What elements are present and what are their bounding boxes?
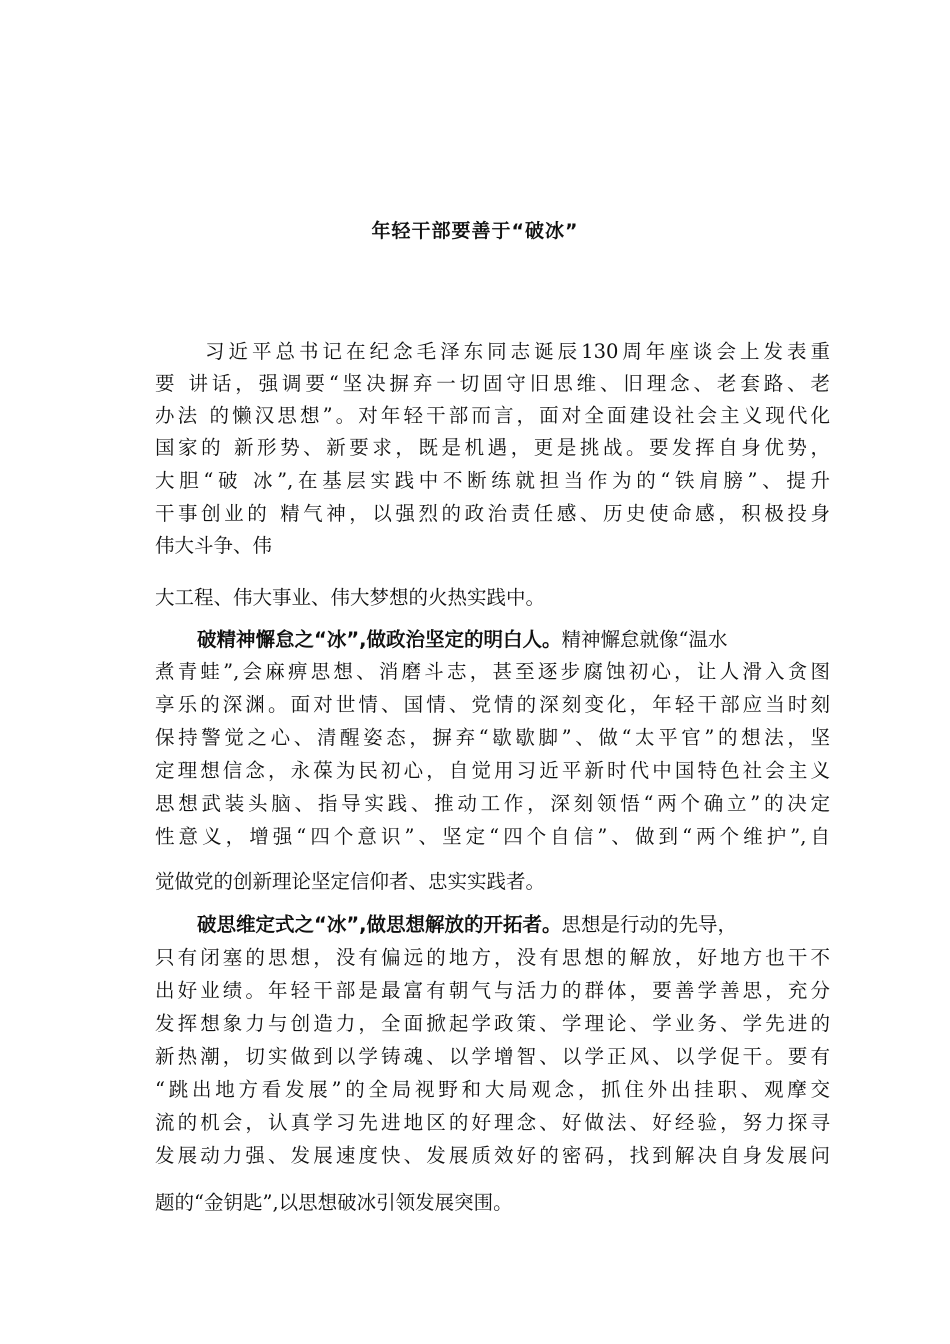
p2-line-6: 思想武装头脑、指导实践、推动工作，深刻领悟“两个确立”的决定 [155,792,830,815]
p3-first-rest: 思想是行动的先导， [561,913,738,936]
p2-line-4: 保持警觉之心、清醒姿态，摒弃“歇歇脚”、做“太平官”的想法，坚 [155,726,830,749]
p1-line-2: 要 讲话，强调要“坚决摒弃一切固守旧思维、旧理念、老套路、老 [155,372,830,395]
p3-line-1 [197,913,830,937]
p1-line-3: 办法 的懒汉思想”。对年轻干部而言，面对全面建设社会主义现代化 [155,404,830,427]
document-title: 年轻干部要善于“破冰” [371,220,579,242]
p2-line-8: 觉做党的创新理论坚定信仰者、忠实实践者。 [155,870,546,893]
p2-lead: 破精神懈怠之“冰”,做政治坚定的明白人。 [197,628,562,651]
p3-line-6: “跳出地方看发展”的全局视野和大局观念，抓住外出挂职、观摩交 [155,1078,830,1101]
p2-line-1 [197,628,830,652]
p3-line-5: 新热潮，切实做到以学铸魂、以学增智、以学正风、以学促干。要有 [155,1045,830,1068]
p2-line-7: 性意义，增强“四个意识”、坚定“四个自信”、做到“两个维护”,自 [155,825,830,848]
p2-line-3: 享乐的深渊。面对世情、国情、党情的深刻变化，年轻干部应当时刻 [155,693,830,716]
p3-line-8: 发展动力强、发展速度快、发展质效好的密码，找到解决自身发展问 [155,1144,830,1167]
p1-line-8: 大工程、伟大事业、伟大梦想的火热实践中。 [155,586,546,609]
p1-line-7: 伟大斗争、伟 [155,534,273,557]
p2-first-rest: 精神懈怠就像“温水 [561,628,728,651]
p1-line-5: 大胆“破 冰”,在基层实践中不断练就担当作为的“铁肩膀”、提升 [155,469,830,492]
p3-line-7: 流的机会，认真学习先进地区的好理念、好做法、好经验，努力探寻 [155,1111,830,1134]
p3-line-9: 题的“金钥匙”,以思想破冰引领发展突围。 [155,1191,513,1214]
p2-line-5: 定理想信念，永葆为民初心，自觉用习近平新时代中国特色社会主义 [155,759,830,782]
p3-line-4: 发挥想象力与创造力，全面掀起学政策、学理论、学业务、学先进的 [155,1012,830,1035]
p3-line-3: 出好业绩。年轻干部是最富有朝气与活力的群体，要善学善思，充分 [155,979,830,1002]
p2-line-2: 煮青蛙”,会麻痹思想、消磨斗志，甚至逐步腐蚀初心，让人滑入贪图 [155,660,830,683]
p1-line-1: 习近平总书记在纪念毛泽东同志诞辰130周年座谈会上发表重 [205,340,830,363]
p1-line-6: 干事创业的 精气神，以强烈的政治责任感、历史使命感，积极投身 [155,502,830,525]
p3-lead: 破思维定式之“冰”,做思想解放的开拓者。 [197,913,562,936]
p3-line-2: 只有闭塞的思想，没有偏远的地方，没有思想的解放，好地方也干不 [155,946,830,969]
p1-line-4: 国家的 新形势、新要求，既是机遇，更是挑战。要发挥自身优势， [155,436,830,459]
